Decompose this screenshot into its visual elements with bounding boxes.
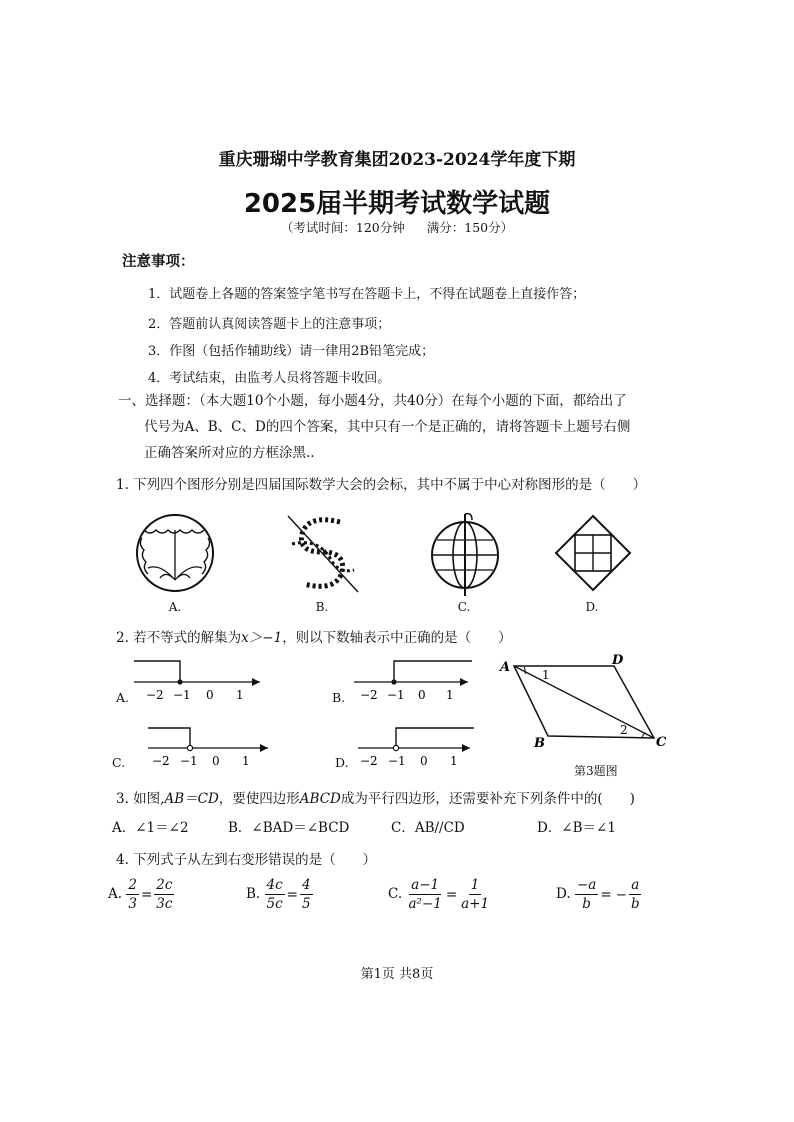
q2-numberline-c <box>130 722 280 772</box>
tick-label: −1 <box>173 688 191 702</box>
tick-label: 0 <box>420 754 428 768</box>
notice-item: 4．考试结束，由监考人员将答题卡收回。 <box>148 371 391 386</box>
notice-title: 注意事项： <box>122 253 195 270</box>
q1-figure-c <box>420 508 510 598</box>
tick-label: 1 <box>450 754 458 768</box>
q3-option-d: D．∠B＝∠1 <box>537 820 616 836</box>
q2-numberline-a <box>120 655 270 705</box>
q3-stem-math2: ABCD <box>299 791 341 807</box>
q3-stem-post: 成为平行四边形，还需要补充下列条件中的( ) <box>340 791 635 807</box>
notice-item: 3．作图（包括作辅助线）请一律用2B铅笔完成； <box>148 344 435 359</box>
q4-option-b: B. $\frac{4c}{5c}$ = $\frac{4}{5}$ <box>246 877 311 912</box>
q3-stem <box>116 787 635 807</box>
time-info: （考试时间：120分钟 <box>280 220 405 235</box>
q4-option-a: A. $\frac{2}{3}$ = $\frac{2c}{3c}$ <box>108 877 173 912</box>
q3-stem-math1: AB＝CD <box>164 791 219 807</box>
vertex-c: C <box>656 735 667 750</box>
angle-mark-2: 2 <box>620 723 628 737</box>
q2-numberline-b <box>340 655 480 705</box>
tick-label: −2 <box>360 688 378 702</box>
tick-label: −1 <box>387 688 405 702</box>
q2-label-a: A. <box>116 690 130 705</box>
notice-item: 1．试题卷上各题的答案签字笔书写在答题卡上，不得在试题卷上直接作答； <box>148 287 586 302</box>
q3-option-c: C．AB//CD <box>391 820 465 836</box>
score-info: 满分：150分） <box>426 220 514 235</box>
q3-option-a: A．∠1＝∠2 <box>112 820 189 836</box>
tick-label: −1 <box>180 754 198 768</box>
q1-label-b: B. <box>315 600 329 614</box>
q1-figure-a <box>130 508 220 598</box>
tick-label: 1 <box>446 688 454 702</box>
school-line: 重庆珊瑚中学教育集团2023-2024学年度下期 <box>218 150 576 170</box>
vertex-b: B <box>534 736 545 751</box>
q4-option-d: D. $\frac{-a}{b}$ = − $\frac{a}{b}$ <box>556 877 640 912</box>
q2-label-c: C. <box>112 755 126 770</box>
q3-option-b: B．∠BAD＝∠BCD <box>228 820 350 836</box>
exam-title: 2025届半期考试数学试题 <box>243 189 551 219</box>
q1-figure-d <box>548 508 638 598</box>
tick-label: 0 <box>206 688 214 702</box>
section1-line1: 一、选择题：（本大题10个小题，每小题4分，共40分）在每个小题的下面，都给出了 <box>118 393 627 409</box>
q3-figure <box>498 652 678 762</box>
q3-stem-pre: 3. 如图, <box>116 791 165 807</box>
q2-numberline-d <box>350 722 480 772</box>
vertex-d: D <box>612 653 624 668</box>
tick-label: 1 <box>236 688 244 702</box>
tick-label: 1 <box>242 754 250 768</box>
tick-label: 0 <box>418 688 426 702</box>
section1-line2: 代号为A、B、C、D的四个答案，其中只有一个是正确的，请将答题卡上题号右侧 <box>144 419 631 435</box>
q1-label-d: D. <box>585 600 599 614</box>
page-footer: 第1页 共8页 <box>360 967 434 982</box>
angle-mark-1: 1 <box>542 668 550 682</box>
q2-label-b: B. <box>332 690 346 705</box>
q2-stem-pre: 2. 若不等式的解集为 <box>116 630 242 646</box>
q4-option-c: C. $\frac{a-1}{\text{a²−1}}$ = $\frac{1}{a+1}$ <box>388 877 490 912</box>
q2-stem <box>116 626 512 646</box>
q1-figure-b <box>278 508 368 598</box>
tick-label: −1 <box>388 754 406 768</box>
q3-figure-caption: 第3题图 <box>574 764 618 778</box>
q2-stem-math: x＞−1 <box>241 630 283 646</box>
q1-stem: 1. 下列四个图形分别是四届国际数学大会的会标，其中不属于中心对称图形的是（ ） <box>116 477 647 493</box>
q4-stem: 4. 下列式子从左到右变形错误的是（ ） <box>116 852 377 868</box>
q3-stem-mid: ，要使四边形 <box>218 791 300 807</box>
tick-label: 0 <box>212 754 220 768</box>
section1-instructions <box>118 388 678 466</box>
tick-label: −2 <box>152 754 170 768</box>
tick-label: −2 <box>146 688 164 702</box>
q1-label-c: C. <box>457 600 471 614</box>
vertex-a: A <box>500 660 511 675</box>
exam-info <box>0 218 794 236</box>
notice-item: 2．答题前认真阅读答题卡上的注意事项； <box>148 317 391 332</box>
tick-label: −2 <box>360 754 378 768</box>
q1-label-a: A. <box>168 600 182 614</box>
section1-line3: 正确答案所对应的方框涂黑.. <box>144 445 315 461</box>
q2-stem-post: ，则以下数轴表示中正确的是（ ） <box>282 630 512 646</box>
q2-label-d: D. <box>335 755 349 770</box>
